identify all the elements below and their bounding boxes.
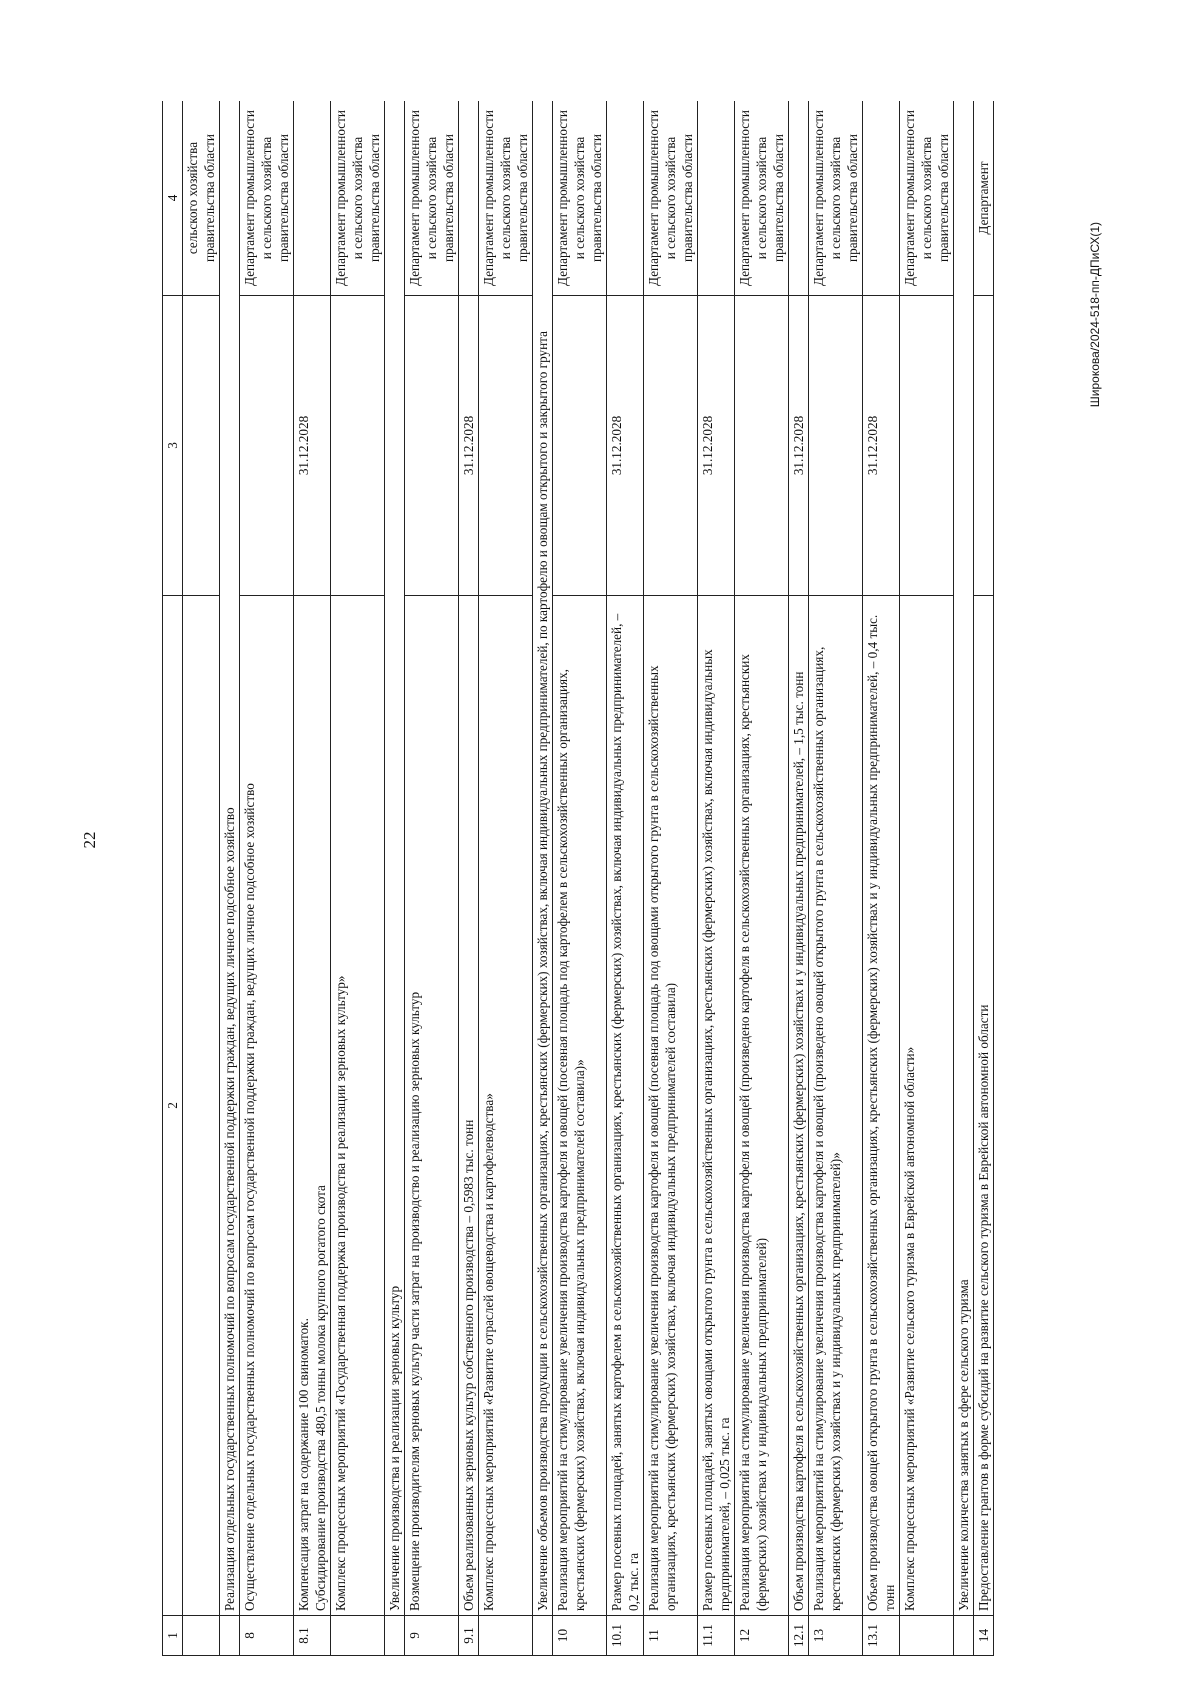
deadline-cell xyxy=(644,296,698,596)
row-number-cell: 9.1 xyxy=(459,1616,479,1656)
event-description-cell: Объем производства картофеля в сельскохозяйственных организациях, крестьянских (фермерских) хозяйствах и у индивидуальных предпринимателей, – 1,5 тыс. тонн xyxy=(789,596,809,1616)
row-number-cell xyxy=(533,1616,553,1656)
event-description-cell xyxy=(183,596,220,1616)
event-description-cell: Реализация мероприятий на стимулирование увеличения производства картофеля и овощей (произведено картофеля в сельскохозяйственных организациях, крестьянских (фермерских) хозяйствах и у индивидуальных предпринимателей) xyxy=(735,596,789,1616)
row-number-cell: 11.1 xyxy=(698,1616,735,1656)
responsible-cell: Департамент промышленности и сельского хозяйства правительства области xyxy=(735,101,789,296)
rotated-page-content xyxy=(162,101,1077,1656)
responsible-cell xyxy=(607,101,644,296)
table-row xyxy=(607,101,644,1656)
row-number-cell: 14 xyxy=(974,1616,994,1656)
deadline-cell: 31.12.2028 xyxy=(789,296,809,596)
deadline-cell xyxy=(183,296,220,596)
responsible-cell xyxy=(789,101,809,296)
responsible-cell: Департамент промышленности и сельского хозяйства правительства области xyxy=(331,101,385,296)
responsible-cell: Департамент промышленности и сельского хозяйства правительства области xyxy=(644,101,698,296)
event-description-cell: Реализация мероприятий на стимулирование увеличения производства картофеля и овощей (посевная площадь под овощами открытого грунта в сельскохозяйственных организациях, крестьянских (фермерских) хозяйствах, включая индивидуальных предпринимателей составила) xyxy=(644,596,698,1616)
deadline-cell: 31.12.2028 xyxy=(459,296,479,596)
responsible-cell: Департамент промышленности и сельского хозяйства правительства области xyxy=(405,101,459,296)
row-number-cell xyxy=(220,1616,240,1656)
table-header-row xyxy=(163,101,183,1656)
task-heading-cell: Увеличение количества занятых в сфере сельского туризма xyxy=(954,101,974,1616)
responsible-cell: Департамент промышленности и сельского хозяйства правительства области xyxy=(479,101,533,296)
responsible-cell: Департамент промышленности и сельского хозяйства правительства области xyxy=(240,101,294,296)
table-row xyxy=(405,101,459,1656)
table-row xyxy=(220,101,240,1656)
event-description-cell: Реализация мероприятий на стимулирование увеличения производства картофеля и овощей (посевная площадь под картофелем в сельскохозяйственных организациях, крестьянских (фермерских) хозяйствах, включая индивидуальных предпринимателей составила)» xyxy=(553,596,607,1616)
deadline-cell xyxy=(240,296,294,596)
event-description-cell: Размер посевных площадей, занятых овощами открытого грунта в сельскохозяйственных организациях, крестьянских (фермерских) хозяйствах, включая индивидуальных предпринимателей, – 0,025 тыс. га xyxy=(698,596,735,1616)
event-description-cell: Объем производства овощей открытого грунта в сельскохозяйственных организациях, крестьянских (фермерских) хозяйствах и у индивидуальных предпринимателей, – 0,4 тыс. тонн xyxy=(863,596,900,1616)
deadline-cell xyxy=(900,296,954,596)
table-row xyxy=(974,101,994,1656)
row-number-cell: 12 xyxy=(735,1616,789,1656)
page-number: 22 xyxy=(80,831,99,849)
document-footer-code: Широкова/2024-518-пп-ДПиСХ(1) xyxy=(1088,222,1102,408)
table-row xyxy=(240,101,294,1656)
row-number-cell: 8.1 xyxy=(294,1616,331,1656)
table-row xyxy=(479,101,533,1656)
event-description-cell: Компенсация затрат на содержание 100 свиноматок. Субсидирование производства 480,5 тонны молока крупного рогатого скота xyxy=(294,596,331,1616)
row-number-cell xyxy=(331,1616,385,1656)
table-row xyxy=(459,101,479,1656)
events-table xyxy=(162,101,994,1656)
row-number-cell xyxy=(954,1616,974,1656)
row-number-cell: 13 xyxy=(809,1616,863,1656)
row-number-cell: 12.1 xyxy=(789,1616,809,1656)
table-row xyxy=(809,101,863,1656)
row-number-cell xyxy=(479,1616,533,1656)
table-viewport xyxy=(162,101,1077,1656)
table-row xyxy=(954,101,974,1656)
event-description-cell: Реализация мероприятий на стимулирование увеличения производства картофеля и овощей (произведено овощей открытого грунта в сельскохозяйственных организациях, крестьянских (фермерских) хозяйствах и у индивидуальных предпринимателей)» xyxy=(809,596,863,1616)
task-heading-cell: Увеличение производства и реализации зерновых культур xyxy=(385,101,405,1616)
table-row xyxy=(294,101,331,1656)
row-number-cell: 10.1 xyxy=(607,1616,644,1656)
row-number-cell: 8 xyxy=(240,1616,294,1656)
responsible-cell xyxy=(459,101,479,296)
event-description-cell: Возмещение производителям зерновых культур части затрат на производство и реализацию зерновых культур xyxy=(405,596,459,1616)
row-number-cell: 11 xyxy=(644,1616,698,1656)
deadline-cell xyxy=(331,296,385,596)
row-number-cell: 10 xyxy=(553,1616,607,1656)
table-row xyxy=(698,101,735,1656)
deadline-cell: 31.12.2028 xyxy=(863,296,900,596)
event-description-cell: Осуществление отдельных государственных полномочий по вопросам государственной поддержки граждан, ведущих личное подсобное хозяйство xyxy=(240,596,294,1616)
table-row xyxy=(644,101,698,1656)
deadline-cell: 31.12.2028 xyxy=(698,296,735,596)
deadline-cell xyxy=(479,296,533,596)
deadline-cell xyxy=(809,296,863,596)
header-cell-2: 2 xyxy=(163,596,183,1616)
row-number-cell: 13.1 xyxy=(863,1616,900,1656)
table-row xyxy=(553,101,607,1656)
table-row xyxy=(533,101,553,1656)
table-row xyxy=(183,101,220,1656)
header-cell-3: 3 xyxy=(163,296,183,596)
responsible-cell: Департамент xyxy=(974,101,994,296)
deadline-cell xyxy=(735,296,789,596)
task-heading-cell: Увеличение объемов производства продукции в сельскохозяйственных организациях, крестьянских (фермерских) хозяйствах, включая индивидуальных предпринимателей, по картофелю и овощам открытого и закрытого грунта xyxy=(533,101,553,1616)
deadline-cell: 31.12.2028 xyxy=(294,296,331,596)
event-description-cell: Размер посевных площадей, занятых картофелем в сельскохозяйственных организациях, крестьянских (фермерских) хозяйствах, включая индивидуальных предпринимателей, – 0,2 тыс. га xyxy=(607,596,644,1616)
event-description-cell: Объем реализованных зерновых культур собственного производства – 0,5983 тыс. тонн xyxy=(459,596,479,1616)
responsible-cell xyxy=(863,101,900,296)
table-row xyxy=(735,101,789,1656)
responsible-cell xyxy=(294,101,331,296)
header-cell-1: 1 xyxy=(163,1616,183,1656)
deadline-cell: 31.12.2028 xyxy=(607,296,644,596)
responsible-cell: Департамент промышленности и сельского хозяйства правительства области xyxy=(809,101,863,296)
responsible-cell: Департамент промышленности и сельского хозяйства правительства области xyxy=(900,101,954,296)
table-row xyxy=(863,101,900,1656)
table-row xyxy=(385,101,405,1656)
responsible-cell: Департамент промышленности и сельского хозяйства правительства области xyxy=(553,101,607,296)
row-number-cell xyxy=(385,1616,405,1656)
event-description-cell: Предоставление грантов в форме субсидий на развитие сельского туризма в Еврейской автономной области xyxy=(974,596,994,1616)
deadline-cell xyxy=(553,296,607,596)
row-number-cell xyxy=(900,1616,954,1656)
row-number-cell xyxy=(183,1616,220,1656)
event-description-cell: Комплекс процессных мероприятий «Государственная поддержка производства и реализации зерновых культур» xyxy=(331,596,385,1616)
table-row xyxy=(331,101,385,1656)
responsible-cell xyxy=(698,101,735,296)
task-heading-cell: Реализация отдельных государственных полномочий по вопросам государственной поддержки граждан, ведущих личное подсобное хозяйство xyxy=(220,101,240,1616)
row-number-cell: 9 xyxy=(405,1616,459,1656)
table-row xyxy=(900,101,954,1656)
responsible-cell: сельского хозяйства правительства области xyxy=(183,101,220,296)
event-description-cell: Комплекс процессных мероприятий «Развитие отраслей овощеводства и картофелеводства» xyxy=(479,596,533,1616)
header-cell-4: 4 xyxy=(163,101,183,296)
deadline-cell xyxy=(405,296,459,596)
deadline-cell xyxy=(974,296,994,596)
event-description-cell: Комплекс процессных мероприятий «Развитие сельского туризма в Еврейской автономной области» xyxy=(900,596,954,1616)
table-row xyxy=(789,101,809,1656)
